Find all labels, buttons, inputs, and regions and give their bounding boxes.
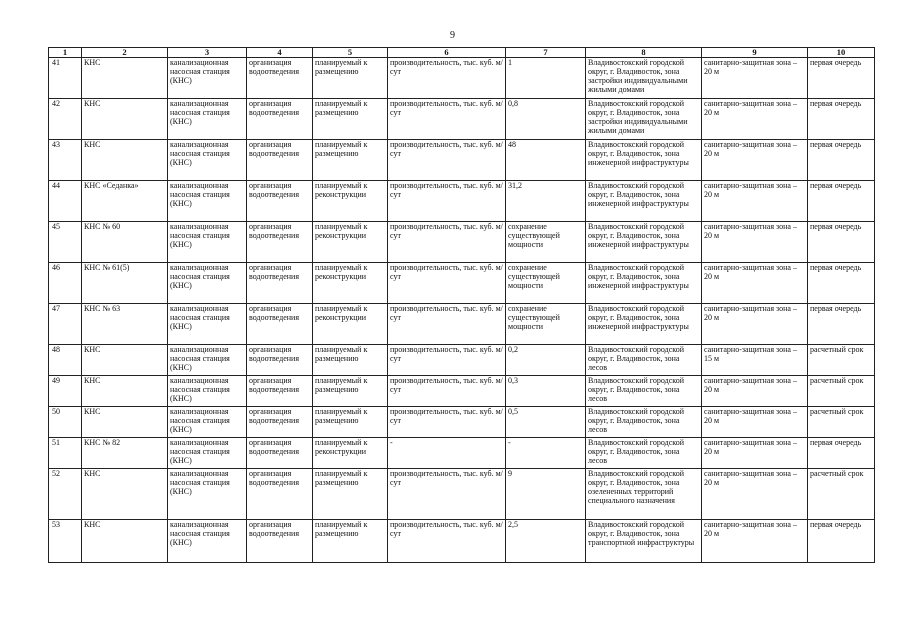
cell-location: Владивостокский городской округ, г. Владивосток, зона инженерной инфраструктуры [586,304,702,345]
table-row [49,407,875,438]
cell-value: 0,5 [506,407,586,438]
cell-stage: первая очередь [808,99,875,140]
table-row [49,140,875,181]
cell-characteristic: производительность, тыс. куб. м/сут [388,407,506,438]
cell-stage: первая очередь [808,58,875,99]
cell-status: планируемый к размещению [313,407,388,438]
cell-object-name: КНС «Седанка» [82,181,168,222]
cell-row-number: 49 [49,376,82,407]
cell-purpose: организация водоотведения [247,520,313,563]
cell-row-number: 52 [49,469,82,520]
cell-row-number: 53 [49,520,82,563]
cell-stage: первая очередь [808,304,875,345]
column-header: 3 [168,48,247,58]
cell-value: 0,2 [506,345,586,376]
cell-location: Владивостокский городской округ, г. Владивосток, зона инженерной инфраструктуры [586,222,702,263]
cell-object-name: КНС [82,58,168,99]
cell-stage: первая очередь [808,140,875,181]
column-header: 1 [49,48,82,58]
cell-purpose: организация водоотведения [247,222,313,263]
cell-purpose: организация водоотведения [247,469,313,520]
cell-value: сохранение существующей мощности [506,304,586,345]
cell-purpose: организация водоотведения [247,99,313,140]
cell-stage: первая очередь [808,181,875,222]
cell-row-number: 42 [49,99,82,140]
cell-characteristic: - [388,438,506,469]
cell-purpose: организация водоотведения [247,58,313,99]
cell-characteristic: производительность, тыс. куб. м/сут [388,58,506,99]
cell-object-name: КНС [82,407,168,438]
cell-characteristic: производительность, тыс. куб. м/сут [388,263,506,304]
cell-status: планируемый к размещению [313,99,388,140]
cell-zone-restriction: санитарно-защитная зона – 15 м [702,345,808,376]
cell-object-name: КНС № 63 [82,304,168,345]
column-header: 5 [313,48,388,58]
cell-characteristic: производительность, тыс. куб. м/сут [388,469,506,520]
cell-row-number: 45 [49,222,82,263]
cell-object-type: канализационная насосная станция (КНС) [168,140,247,181]
cell-object-type: канализационная насосная станция (КНС) [168,469,247,520]
page-number: 9 [450,30,455,41]
cell-purpose: организация водоотведения [247,140,313,181]
cell-zone-restriction: санитарно-защитная зона – 20 м [702,469,808,520]
cell-purpose: организация водоотведения [247,407,313,438]
cell-status: планируемый к размещению [313,345,388,376]
cell-status: планируемый к размещению [313,520,388,563]
cell-purpose: организация водоотведения [247,438,313,469]
cell-status: планируемый к размещению [313,469,388,520]
cell-purpose: организация водоотведения [247,376,313,407]
cell-object-name: КНС [82,99,168,140]
cell-value: сохранение существующей мощности [506,222,586,263]
table-row [49,520,875,563]
cell-purpose: организация водоотведения [247,263,313,304]
cell-object-type: канализационная насосная станция (КНС) [168,345,247,376]
cell-row-number: 43 [49,140,82,181]
cell-status: планируемый к реконструкции [313,181,388,222]
cell-status: планируемый к размещению [313,58,388,99]
column-header: 8 [586,48,702,58]
cell-zone-restriction: санитарно-защитная зона – 20 м [702,438,808,469]
cell-object-type: канализационная насосная станция (КНС) [168,438,247,469]
table-row [49,263,875,304]
cell-row-number: 44 [49,181,82,222]
table-header-row [49,48,875,58]
table-row [49,99,875,140]
cell-location: Владивостокский городской округ, г. Владивосток, зона транспортной инфраструктуры [586,520,702,563]
cell-characteristic: производительность, тыс. куб. м/сут [388,345,506,376]
cell-purpose: организация водоотведения [247,345,313,376]
cell-characteristic: производительность, тыс. куб. м/сут [388,376,506,407]
column-header: 10 [808,48,875,58]
table-body [49,58,875,563]
cell-row-number: 41 [49,58,82,99]
cell-row-number: 50 [49,407,82,438]
cell-characteristic: производительность, тыс. куб. м/сут [388,222,506,263]
cell-zone-restriction: санитарно-защитная зона – 20 м [702,140,808,181]
cell-object-type: канализационная насосная станция (КНС) [168,263,247,304]
cell-value: 0,8 [506,99,586,140]
cell-location: Владивостокский городской округ, г. Владивосток, зона инженерной инфраструктуры [586,263,702,304]
cell-characteristic: производительность, тыс. куб. м/сут [388,520,506,563]
cell-stage: расчетный срок [808,407,875,438]
cell-value: 1 [506,58,586,99]
cell-object-type: канализационная насосная станция (КНС) [168,304,247,345]
table-row [49,469,875,520]
cell-purpose: организация водоотведения [247,304,313,345]
cell-object-name: КНС [82,140,168,181]
cell-stage: первая очередь [808,263,875,304]
cell-location: Владивостокский городской округ, г. Владивосток, зона застройки индивидуальными жилыми домами [586,58,702,99]
table-row [49,181,875,222]
cell-location: Владивостокский городской округ, г. Владивосток, зона застройки индивидуальными жилыми домами [586,99,702,140]
cell-stage: первая очередь [808,520,875,563]
cell-status: планируемый к размещению [313,140,388,181]
cell-status: планируемый к реконструкции [313,304,388,345]
cell-object-type: канализационная насосная станция (КНС) [168,520,247,563]
table-row [49,58,875,99]
cell-stage: расчетный срок [808,345,875,376]
cell-object-type: канализационная насосная станция (КНС) [168,58,247,99]
cell-value: сохранение существующей мощности [506,263,586,304]
cell-value: 9 [506,469,586,520]
cell-zone-restriction: санитарно-защитная зона – 20 м [702,520,808,563]
cell-object-name: КНС [82,520,168,563]
cell-location: Владивостокский городской округ, г. Владивосток, зона лесов [586,407,702,438]
column-header: 9 [702,48,808,58]
cell-value: 0,3 [506,376,586,407]
cell-location: Владивостокский городской округ, г. Владивосток, зона лесов [586,438,702,469]
objects-table [48,47,875,563]
cell-location: Владивостокский городской округ, г. Владивосток, зона инженерной инфраструктуры [586,140,702,181]
cell-value: 31,2 [506,181,586,222]
column-header: 7 [506,48,586,58]
cell-status: планируемый к реконструкции [313,263,388,304]
column-header: 4 [247,48,313,58]
cell-object-type: канализационная насосная станция (КНС) [168,99,247,140]
cell-status: планируемый к реконструкции [313,222,388,263]
cell-object-name: КНС № 60 [82,222,168,263]
column-header: 6 [388,48,506,58]
cell-status: планируемый к размещению [313,376,388,407]
cell-zone-restriction: санитарно-защитная зона – 20 м [702,58,808,99]
cell-object-type: канализационная насосная станция (КНС) [168,222,247,263]
cell-object-type: канализационная насосная станция (КНС) [168,181,247,222]
cell-stage: расчетный срок [808,469,875,520]
cell-object-type: канализационная насосная станция (КНС) [168,407,247,438]
cell-zone-restriction: санитарно-защитная зона – 20 м [702,376,808,407]
cell-object-name: КНС [82,376,168,407]
cell-stage: первая очередь [808,222,875,263]
cell-zone-restriction: санитарно-защитная зона – 20 м [702,263,808,304]
cell-row-number: 47 [49,304,82,345]
table-row [49,222,875,263]
cell-status: планируемый к реконструкции [313,438,388,469]
cell-row-number: 51 [49,438,82,469]
table-row [49,438,875,469]
cell-characteristic: производительность, тыс. куб. м/сут [388,99,506,140]
cell-location: Владивостокский городской округ, г. Владивосток, зона инженерной инфраструктуры [586,181,702,222]
cell-characteristic: производительность, тыс. куб. м/сут [388,140,506,181]
cell-location: Владивостокский городской округ, г. Владивосток, зона лесов [586,376,702,407]
cell-object-name: КНС № 82 [82,438,168,469]
cell-location: Владивостокский городской округ, г. Владивосток, зона лесов [586,345,702,376]
cell-zone-restriction: санитарно-защитная зона – 20 м [702,304,808,345]
cell-value: 48 [506,140,586,181]
cell-object-name: КНС [82,469,168,520]
cell-value: 2,5 [506,520,586,563]
cell-value: - [506,438,586,469]
cell-zone-restriction: санитарно-защитная зона – 20 м [702,99,808,140]
cell-location: Владивостокский городской округ, г. Владивосток, зона озелененных территорий специального назначения [586,469,702,520]
cell-row-number: 46 [49,263,82,304]
cell-row-number: 48 [49,345,82,376]
cell-object-name: КНС № 61(5) [82,263,168,304]
table-row [49,345,875,376]
cell-zone-restriction: санитарно-защитная зона – 20 м [702,181,808,222]
table-row [49,304,875,345]
cell-characteristic: производительность, тыс. куб. м/сут [388,304,506,345]
cell-object-type: канализационная насосная станция (КНС) [168,376,247,407]
cell-stage: первая очередь [808,438,875,469]
table-row [49,376,875,407]
cell-purpose: организация водоотведения [247,181,313,222]
column-header: 2 [82,48,168,58]
cell-zone-restriction: санитарно-защитная зона – 20 м [702,407,808,438]
cell-zone-restriction: санитарно-защитная зона – 20 м [702,222,808,263]
cell-object-name: КНС [82,345,168,376]
cell-stage: расчетный срок [808,376,875,407]
cell-characteristic: производительность, тыс. куб. м/сут [388,181,506,222]
